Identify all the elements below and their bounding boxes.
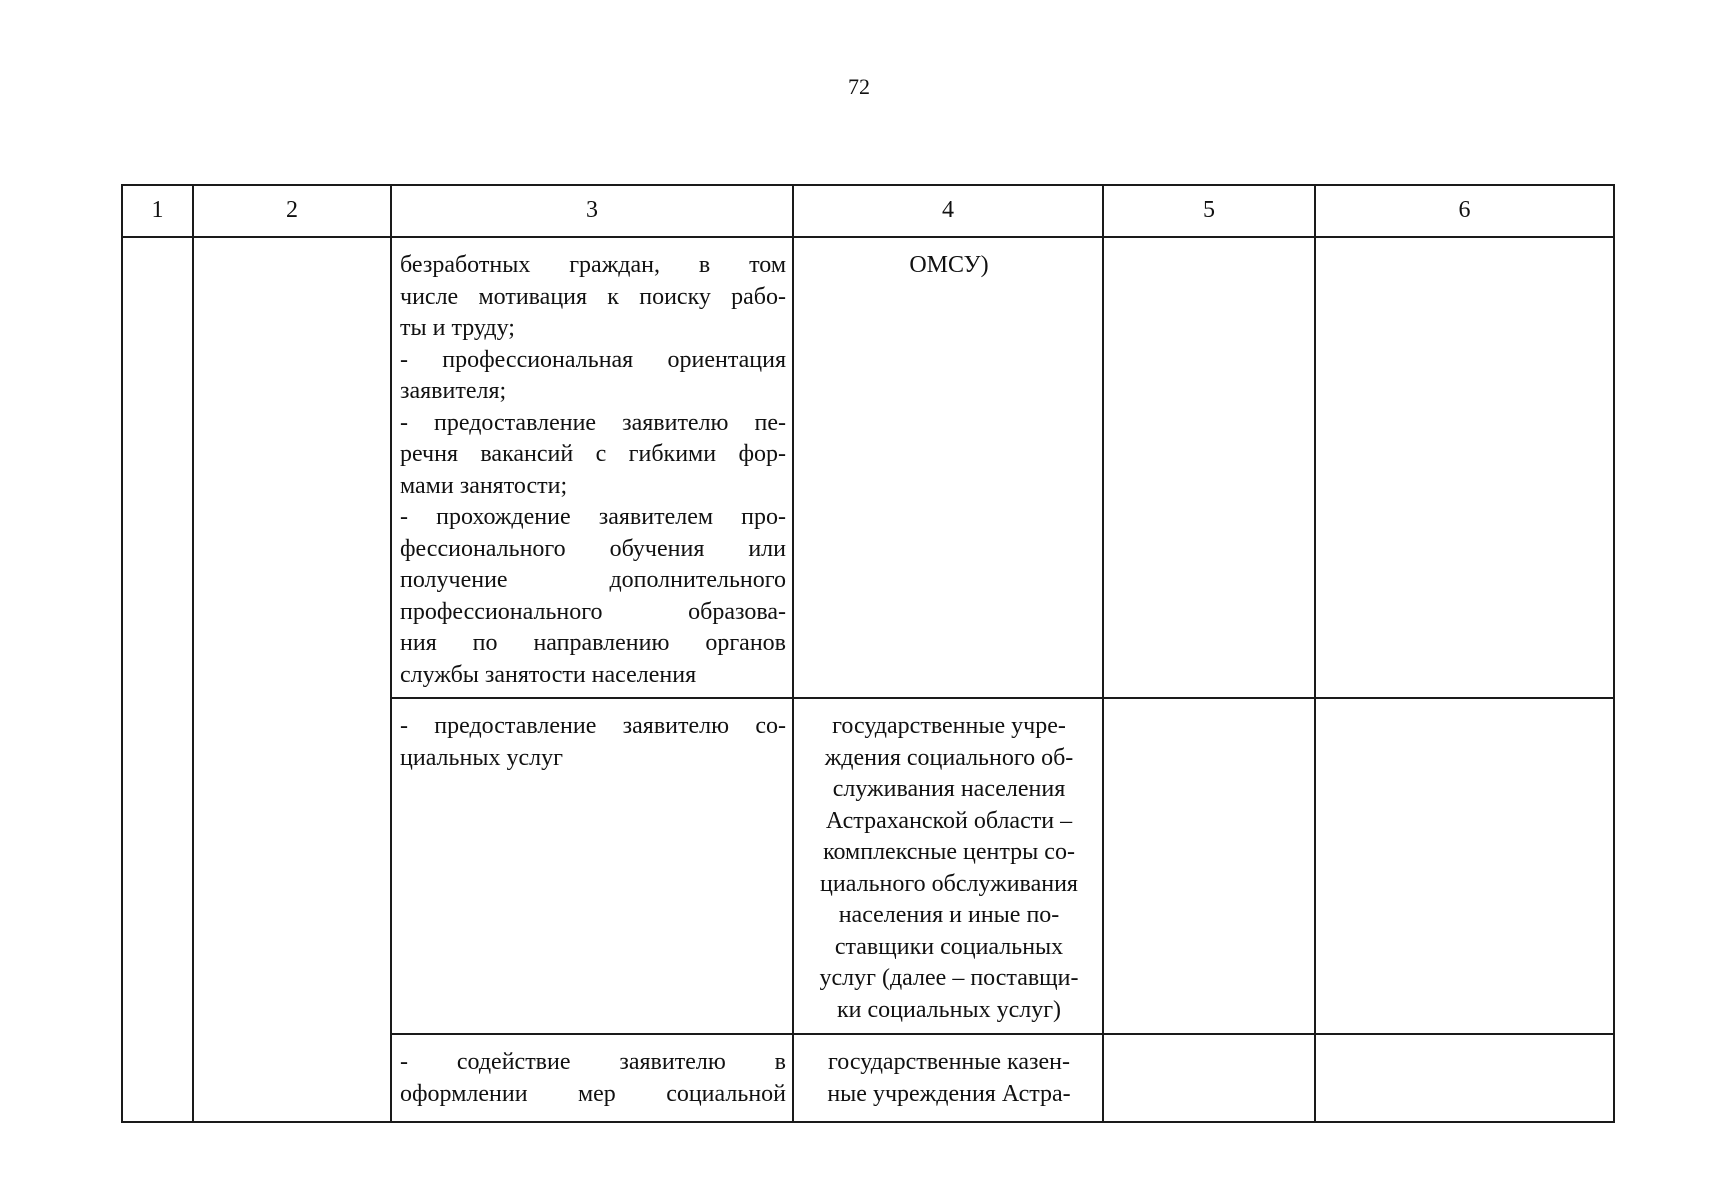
column-header-1: 1 xyxy=(122,185,193,237)
cell-row3-col4 xyxy=(793,1034,1103,1122)
text-line: мами занятости; xyxy=(400,472,568,499)
text-line: ждения социального об- xyxy=(824,744,1074,771)
cell-row2-col4 xyxy=(793,698,1103,1034)
text-line: ки социальных услуг) xyxy=(836,996,1062,1023)
text-line: ния по направлению органов xyxy=(400,630,786,656)
column-header-4: 4 xyxy=(793,185,1103,237)
column-header-5: 5 xyxy=(1103,185,1315,237)
column-header-6: 6 xyxy=(1315,185,1614,237)
cell-col1-merged xyxy=(122,237,193,1122)
text-line: Астраханской области – xyxy=(825,807,1073,834)
text-line: служивания населения xyxy=(832,776,1066,802)
text-line: профессионального образова- xyxy=(400,598,786,625)
column-header-2: 2 xyxy=(193,185,391,237)
text-line: числе мотивация к поиску рабо- xyxy=(400,283,786,310)
text-line: государственные казен- xyxy=(828,1049,1070,1075)
cell-col2-merged xyxy=(193,237,391,1122)
text-line: ные учреждения Астра- xyxy=(827,1080,1071,1107)
cell-row1-col3 xyxy=(391,237,793,698)
cell-row1-col6 xyxy=(1315,237,1614,698)
text-line: комплексные центры со- xyxy=(823,839,1075,865)
text-line: получение дополнительного xyxy=(400,567,786,593)
cell-row1-col4 xyxy=(793,237,1103,698)
text-line: фессионального обучения или xyxy=(400,535,786,562)
cell-row3-col5 xyxy=(1103,1034,1315,1122)
text-line: ты и труду; xyxy=(400,315,515,341)
cell-row1-col5 xyxy=(1103,237,1315,698)
text-line: оформлении мер социальной xyxy=(400,1080,786,1107)
text-line: государственные учре- xyxy=(832,713,1066,739)
text-line: заявителя; xyxy=(400,378,507,404)
text-line: циальных услуг xyxy=(400,744,563,771)
text-line: речня вакансий с гибкими фор- xyxy=(400,441,786,467)
cell-row2-col5 xyxy=(1103,698,1315,1034)
cell-row2-col6 xyxy=(1315,698,1614,1034)
text-line: - предоставление заявителю пе- xyxy=(400,409,786,436)
text-line: безработных граждан, в том xyxy=(400,252,786,278)
document-table xyxy=(121,184,1615,1123)
text-line: ОМСУ) xyxy=(909,252,989,278)
text-line: услуг (далее – поставщи- xyxy=(819,965,1079,991)
page-number: 72 xyxy=(848,74,870,99)
text-line: - профессиональная ориентация xyxy=(400,346,786,373)
text-line: - предоставление заявителю со- xyxy=(400,713,786,739)
text-line: - содействие заявителю в xyxy=(400,1049,786,1075)
cell-row3-col6 xyxy=(1315,1034,1614,1122)
text-line: населения и иные по- xyxy=(838,902,1060,928)
text-line: - прохождение заявителем про- xyxy=(400,504,786,530)
text-line: службы занятости населения xyxy=(400,661,697,688)
table-row xyxy=(122,237,1614,698)
text-line: ставщики социальных xyxy=(834,933,1064,960)
cell-row2-col3 xyxy=(391,698,793,1034)
cell-row3-col3 xyxy=(391,1034,793,1122)
table-header-row xyxy=(122,185,1614,237)
column-header-3: 3 xyxy=(391,185,793,237)
text-line: циального обслуживания xyxy=(820,870,1078,897)
